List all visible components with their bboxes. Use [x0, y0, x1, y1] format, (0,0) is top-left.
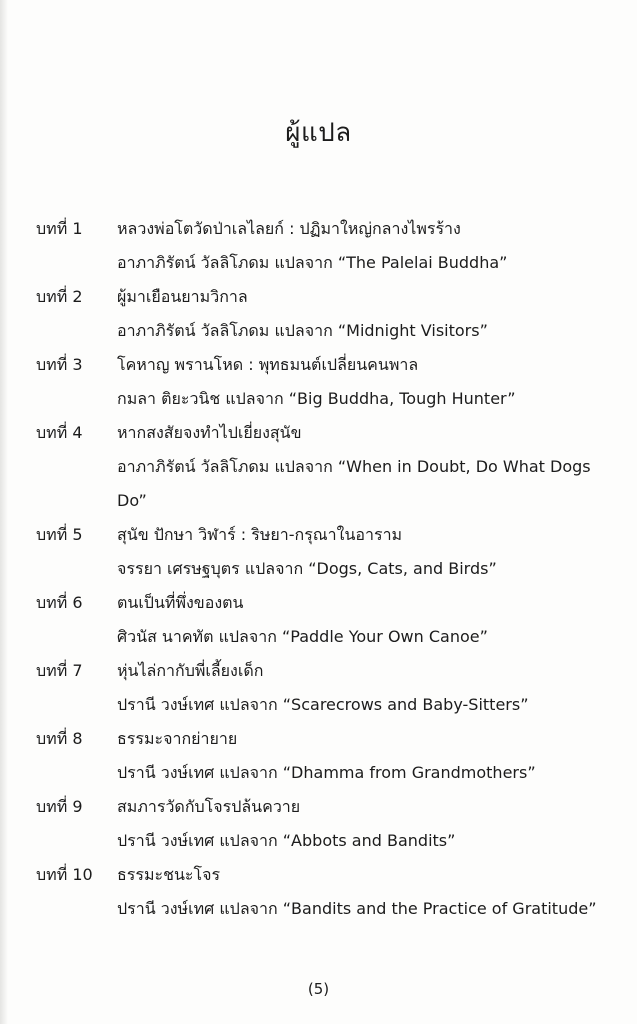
chapter-entry — [36, 654, 606, 722]
chapter-number: บทที่ 10 — [36, 865, 93, 884]
chapter-entry — [36, 518, 606, 586]
chapter-number: บทที่ 8 — [36, 729, 83, 748]
translator-credit: อาภาภิรัตน์ วัลลิโภดม แปลจาก “The Palelai Buddha” — [117, 253, 508, 272]
chapter-title: ตนเป็นที่พึ่งของตน — [117, 593, 244, 612]
chapter-entry — [36, 858, 606, 926]
chapter-entry — [36, 280, 606, 348]
chapter-entry — [36, 790, 606, 858]
page-spine-shadow — [0, 0, 8, 1024]
chapter-title: สมภารวัดกับโจรปล้นควาย — [117, 797, 301, 816]
chapter-number: บทที่ 3 — [36, 355, 83, 374]
chapter-number: บทที่ 2 — [36, 287, 83, 306]
chapter-entry — [36, 416, 606, 518]
chapter-title: หลวงพ่อโตวัดป่าเลไลยก์ : ปฏิมาใหญ่กลางไพรร้าง — [117, 219, 461, 238]
chapter-entry — [36, 586, 606, 654]
chapter-title: ผู้มาเยือนยามวิกาล — [117, 287, 248, 306]
chapter-title: สุนัข ปักษา วิฬาร์ : ริษยา-กรุณาในอาราม — [117, 525, 403, 544]
translator-credit: อาภาภิรัตน์ วัลลิโภดม แปลจาก “Midnight Visitors” — [117, 321, 488, 340]
chapter-title: ธรรมะชนะโจร — [117, 865, 221, 884]
page-number: (5) — [307, 980, 330, 998]
chapter-entry — [36, 348, 606, 416]
translator-credit: ปรานี วงษ์เทศ แปลจาก “Dhamma from Grandmothers” — [117, 763, 536, 782]
translator-credit: ศิวนัส นาคทัต แปลจาก “Paddle Your Own Canoe” — [117, 627, 488, 646]
page-title: ผู้แปล — [285, 118, 352, 148]
translator-credit: ปรานี วงษ์เทศ แปลจาก “Bandits and the Practice of Gratitude” — [117, 899, 597, 918]
chapter-title: หากสงสัยจงทำไปเยี่ยงสุนัข — [117, 423, 302, 442]
translator-credit: ปรานี วงษ์เทศ แปลจาก “Abbots and Bandits” — [117, 831, 456, 850]
chapter-entry — [36, 212, 606, 280]
chapter-number: บทที่ 4 — [36, 423, 83, 442]
chapter-number: บทที่ 5 — [36, 525, 83, 544]
chapter-title: หุ่นไล่กากับพี่เลี้ยงเด็ก — [117, 661, 264, 680]
chapter-number: บทที่ 7 — [36, 661, 83, 680]
chapter-number: บทที่ 6 — [36, 593, 83, 612]
translator-credit: กมลา ติยะวนิช แปลจาก “Big Buddha, Tough Hunter” — [117, 389, 516, 408]
translator-list — [36, 212, 606, 926]
translator-credit: ปรานี วงษ์เทศ แปลจาก “Scarecrows and Baby-Sitters” — [117, 695, 529, 714]
chapter-number: บทที่ 9 — [36, 797, 83, 816]
chapter-entry — [36, 722, 606, 790]
translator-credit: อาภาภิรัตน์ วัลลิโภดม แปลจาก “When in Doubt, Do What Dogs Do” — [117, 457, 591, 510]
chapter-title: โคหาญ พรานโหด : พุทธมนต์เปลี่ยนคนพาล — [117, 355, 419, 374]
chapter-title: ธรรมะจากย่ายาย — [117, 729, 238, 748]
translator-credit: จรรยา เศรษฐบุตร แปลจาก “Dogs, Cats, and Birds” — [117, 559, 497, 578]
chapter-number: บทที่ 1 — [36, 219, 83, 238]
